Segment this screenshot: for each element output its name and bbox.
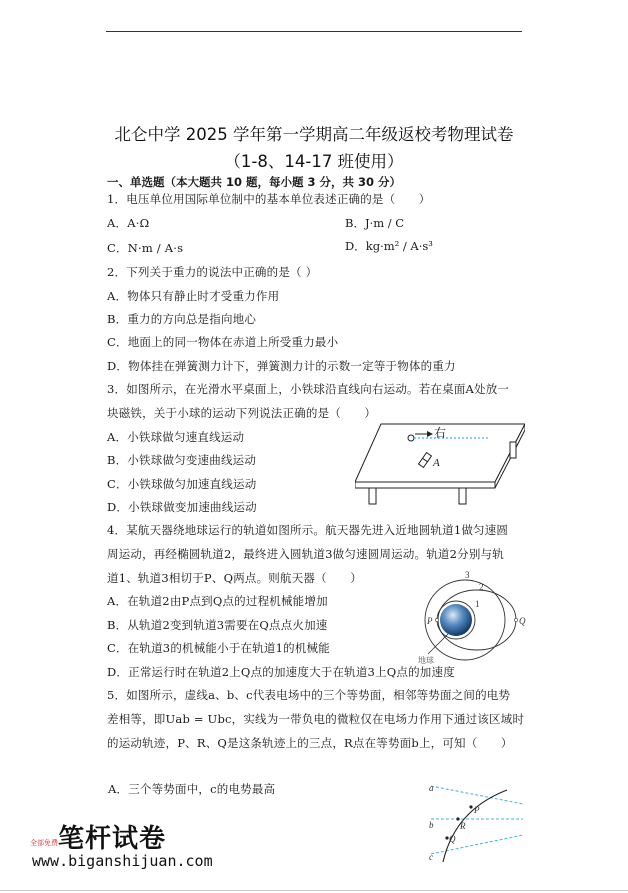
orbit-label-1: 1 [475,599,480,609]
header-rule [106,31,522,32]
q4-stem-line2: 周运动，再经椭圆轨道2，最终进入圆轨道3做匀速圆周运动。轨道2分别与轨 [107,547,504,561]
q2-option-c: C．地面上的同一物体在赤道上所受重力最小 [107,335,339,349]
arrow-label: 右 [434,426,447,440]
q4-stem-line3: 道1、轨道3相切于P、Q两点。则航天器（ ） [107,571,362,585]
q5-stem-line1: 5．如图所示，虚线a、b、c代表电场中的三个等势面，相邻等势面之间的电势 [107,688,511,702]
point-q: Q [449,834,456,844]
q3-option-b: B．小铁球做匀变速曲线运动 [107,453,257,467]
point-q-label: Q [519,616,526,626]
q3-stem-line1: 3．如图所示，在光滑水平桌面上，小铁球沿直线向右运动。若在桌面A处放一 [107,382,510,396]
orbit-label-2: 2 [479,582,484,592]
q5-stem-line2: 差相等，即Uab = Ubc，实线为一带负电的微粒仅在电场力作用下通过该区域时 [107,712,525,726]
q4-option-c: C．在轨道3的机械能小于在轨道1的机械能 [107,641,330,655]
q3-stem-line2: 块磁铁，关于小球的运动下列说法正确的是（ ） [107,406,377,420]
q1-stem: 1．电压单位用国际单位制中的基本单位表述正确的是（ ） [107,192,431,206]
point-r: R [460,821,466,831]
point-p-label: P [427,616,433,626]
watermark-brand: 笔杆试卷 [58,824,167,854]
watermark-tag: 全部免费 [30,839,58,847]
q1-option-a: A．A·Ω [107,216,150,230]
q5-stem-line3: 的运动轨迹，P、R、Q是这条轨迹上的三点，R点在等势面b上，可知（ ） [107,736,513,750]
surface-label-c: c [429,852,433,862]
q3-option-a: A．小铁球做匀速直线运动 [107,430,245,444]
q1-option-c: C．N·m / A·s [107,241,184,255]
q2-option-d: D．物体挂在弹簧测力计下，弹簧测力计的示数一定等于物体的重力 [107,359,456,373]
q4-option-b: B．从轨道2变到轨道3需要在Q点点火加速 [107,618,328,632]
surface-label-b: b [429,820,434,830]
q3-option-c: C．小铁球做匀加速直线运动 [107,477,257,491]
q1-option-b: B．J·m / C [345,216,405,230]
orbit-label-3: 3 [465,570,470,580]
point-p: P [474,805,480,815]
q2-option-b: B．重力的方向总是指向地心 [107,312,257,326]
table-figure [355,420,525,508]
magnet-label: A [433,457,440,469]
orbit-figure [418,562,528,666]
page-bottom-edge [0,890,628,891]
surface-label-a: a [429,783,434,793]
q4-stem-line1: 4．某航天器绕地球运行的轨道如图所示。航天器先进入近地圆轨道1做匀速圆 [107,523,509,537]
q2-option-a: A．物体只有静止时才受重力作用 [107,289,280,303]
q5-option-a: A．三个等势面中，c的电势最高 [108,782,276,796]
q4-option-d: D．正常运行时在轨道2上Q点的加速度大于在轨道3上Q点的加速度 [107,665,455,679]
exam-subtitle: （1-8、14-17 班使用） [224,152,404,171]
section-heading: 一、单选题（本大题共 10 题，每小题 3 分，共 30 分） [107,175,402,189]
q4-option-a: A．在轨道2由P点到Q点的过程机械能增加 [107,594,328,608]
equipotential-figure [425,780,525,862]
watermark-url: www.biganshijuan.com [32,852,213,870]
q1-option-d: D．kg·m² / A·s³ [345,239,433,253]
q3-option-d: D．小铁球做变加速曲线运动 [107,500,257,514]
earth-label: 地球 [418,656,434,665]
q2-stem: 2．下列关于重力的说法中正确的是（ ） [107,265,318,279]
exam-title: 北仑中学 2025 学年第一学期高二年级返校考物理试卷 [114,125,514,144]
